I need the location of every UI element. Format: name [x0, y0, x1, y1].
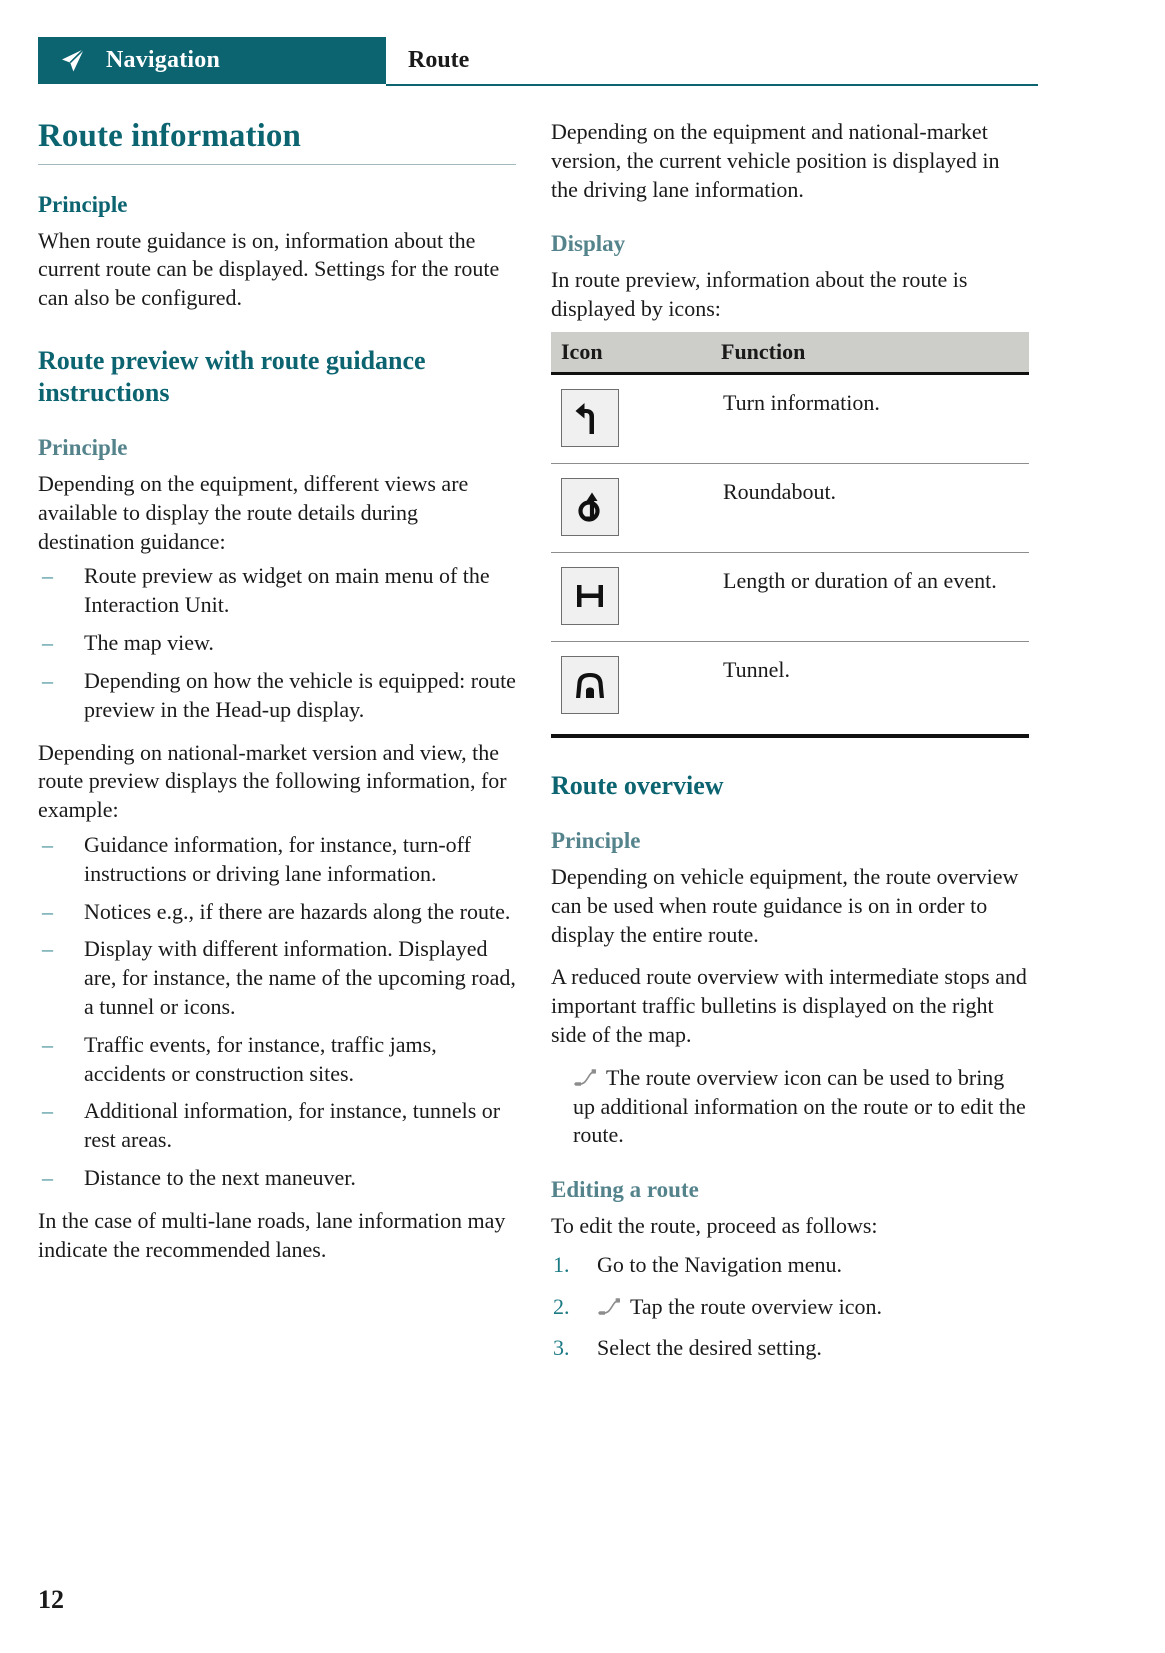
- header-tab-route-label: Route: [408, 47, 470, 73]
- step-number: 2.: [553, 1293, 570, 1319]
- list-item-text: Depending on how the vehicle is equipped: route preview in the Head-up display.: [84, 667, 516, 722]
- table-cell-function: Turn information.: [711, 373, 1029, 463]
- table-cell-function: Roundabout.: [711, 463, 1029, 552]
- list-item: [38, 562, 516, 620]
- list-item: [38, 1031, 516, 1089]
- list-item: [38, 1097, 516, 1155]
- list-item: [38, 831, 516, 889]
- table-cell-icon: [551, 463, 711, 552]
- paragraph-overview-3: [551, 1064, 1029, 1150]
- heading-display: Display: [551, 231, 626, 257]
- list-editing-steps: [551, 1251, 1029, 1363]
- title-divider: [38, 164, 516, 165]
- heading-principle-1: Principle: [38, 191, 128, 217]
- list-item-text: Traffic events, for instance, traffic jams, accidents or construction sites.: [84, 1031, 437, 1086]
- header-tab-route[interactable]: [386, 37, 1038, 84]
- step-number: 3.: [553, 1335, 570, 1361]
- header-underline: [386, 84, 1038, 86]
- dash-bullet-icon: –: [42, 936, 53, 962]
- dash-bullet-icon: –: [42, 1098, 53, 1124]
- dash-bullet-icon: –: [42, 1031, 53, 1057]
- table-header-icon: Icon: [551, 332, 711, 374]
- step-number: 1.: [553, 1251, 570, 1277]
- page-number: 12: [38, 1585, 64, 1614]
- step-text: Select the desired setting.: [597, 1335, 822, 1361]
- header-tab-navigation-label: Navigation: [106, 47, 221, 73]
- table-cell-function: Length or duration of an event.: [711, 552, 1029, 641]
- dash-bullet-icon: –: [42, 667, 53, 693]
- list-item-text: Distance to the next maneuver.: [84, 1165, 356, 1191]
- tunnel-icon: [561, 656, 619, 714]
- heading-principle-2: Principle: [38, 435, 128, 461]
- heading-editing-route: Editing a route: [551, 1177, 699, 1203]
- table-header-row: [551, 332, 1029, 374]
- list-preview-information: [38, 831, 516, 1193]
- roundabout-icon: [561, 478, 619, 536]
- dash-bullet-icon: –: [42, 1165, 53, 1191]
- list-item-text: Guidance information, for instance, turn-off instructions or driving lane information.: [84, 831, 471, 886]
- paragraph-principle-1: When route guidance is on, information about the current route can be displayed. Settings for the route can also be configured.: [38, 227, 500, 311]
- list-item-text: The map view.: [84, 630, 214, 656]
- list-item-text: Notices e.g., if there are hazards along the route.: [84, 898, 511, 924]
- step-text: Go to the Navigation menu.: [597, 1251, 843, 1277]
- table-bottom-divider: [551, 734, 1029, 738]
- list-item: [38, 935, 516, 1021]
- paragraph-vehicle-position: Depending on the equipment and national-market version, the current vehicle position is displayed in the driving lane information.: [551, 119, 1000, 202]
- dash-bullet-icon: –: [42, 898, 53, 924]
- table-cell-icon: [551, 373, 711, 463]
- list-item-text: Route preview as widget on main menu of the Interaction Unit.: [84, 563, 490, 618]
- table-row: [551, 463, 1029, 552]
- list-item: [551, 1334, 1029, 1363]
- page-title: Route information: [38, 118, 301, 154]
- list-item-text: Display with different information. Displayed are, for instance, the name of the upcoming road, a tunnel or icons.: [84, 936, 516, 1019]
- right-column: [551, 118, 1029, 1376]
- table-cell-icon: [551, 641, 711, 730]
- dash-bullet-icon: –: [42, 630, 53, 656]
- navigation-arrow-icon: [58, 46, 88, 76]
- table-row: [551, 552, 1029, 641]
- list-route-views: [38, 562, 516, 724]
- length-duration-icon: [561, 567, 619, 625]
- heading-route-overview: Route overview: [551, 770, 724, 800]
- paragraph-editing-intro: To edit the route, proceed as follows:: [551, 1212, 878, 1238]
- left-column: [38, 118, 516, 1279]
- list-item: [38, 667, 516, 725]
- list-item: [38, 629, 516, 658]
- dash-bullet-icon: –: [42, 563, 53, 589]
- header-tab-navigation[interactable]: [38, 37, 386, 84]
- page-header: [38, 37, 1038, 84]
- list-item: [38, 1164, 516, 1193]
- paragraph-overview-2: A reduced route overview with intermediate stops and important traffic bulletins is displayed on the right side of the map.: [551, 964, 1027, 1048]
- heading-overview-principle: Principle: [551, 828, 641, 854]
- list-item-text: Additional information, for instance, tunnels or rest areas.: [84, 1098, 501, 1153]
- table-header-function: Function: [711, 332, 1029, 374]
- paragraph-display: In route preview, information about the route is displayed by icons:: [551, 267, 968, 321]
- dash-bullet-icon: –: [42, 831, 53, 857]
- paragraph-overview-3-text: The route overview icon can be used to bring up additional information on the route or to edit the route.: [573, 1064, 1026, 1148]
- list-item: [38, 898, 516, 927]
- route-overview-icon: [573, 1067, 599, 1087]
- paragraph-overview-1: Depending on vehicle equipment, the route overview can be used when route guidance is on in order to display the entire route.: [551, 863, 1019, 947]
- paragraph-principle-2: Depending on the equipment, different views are available to display the route details during destination guidance:: [38, 471, 469, 554]
- icon-function-table: [551, 332, 1029, 730]
- turn-arrow-icon: [561, 389, 619, 447]
- paragraph-lane-information: In the case of multi-lane roads, lane information may indicate the recommended lanes.: [38, 1207, 506, 1262]
- paragraph-market-version: Depending on national-market version and view, the route preview displays the following information, for example:: [38, 739, 507, 823]
- table-cell-function: Tunnel.: [723, 656, 791, 682]
- list-item: [551, 1251, 1029, 1280]
- table-cell-icon: [551, 552, 711, 641]
- step-text: Tap the route overview icon.: [630, 1293, 882, 1319]
- route-overview-icon: [597, 1296, 623, 1316]
- table-row: [551, 373, 1029, 463]
- heading-route-preview: Route preview with route guidance instructions: [38, 345, 426, 407]
- list-item: [551, 1293, 1029, 1322]
- table-row: [551, 641, 1029, 730]
